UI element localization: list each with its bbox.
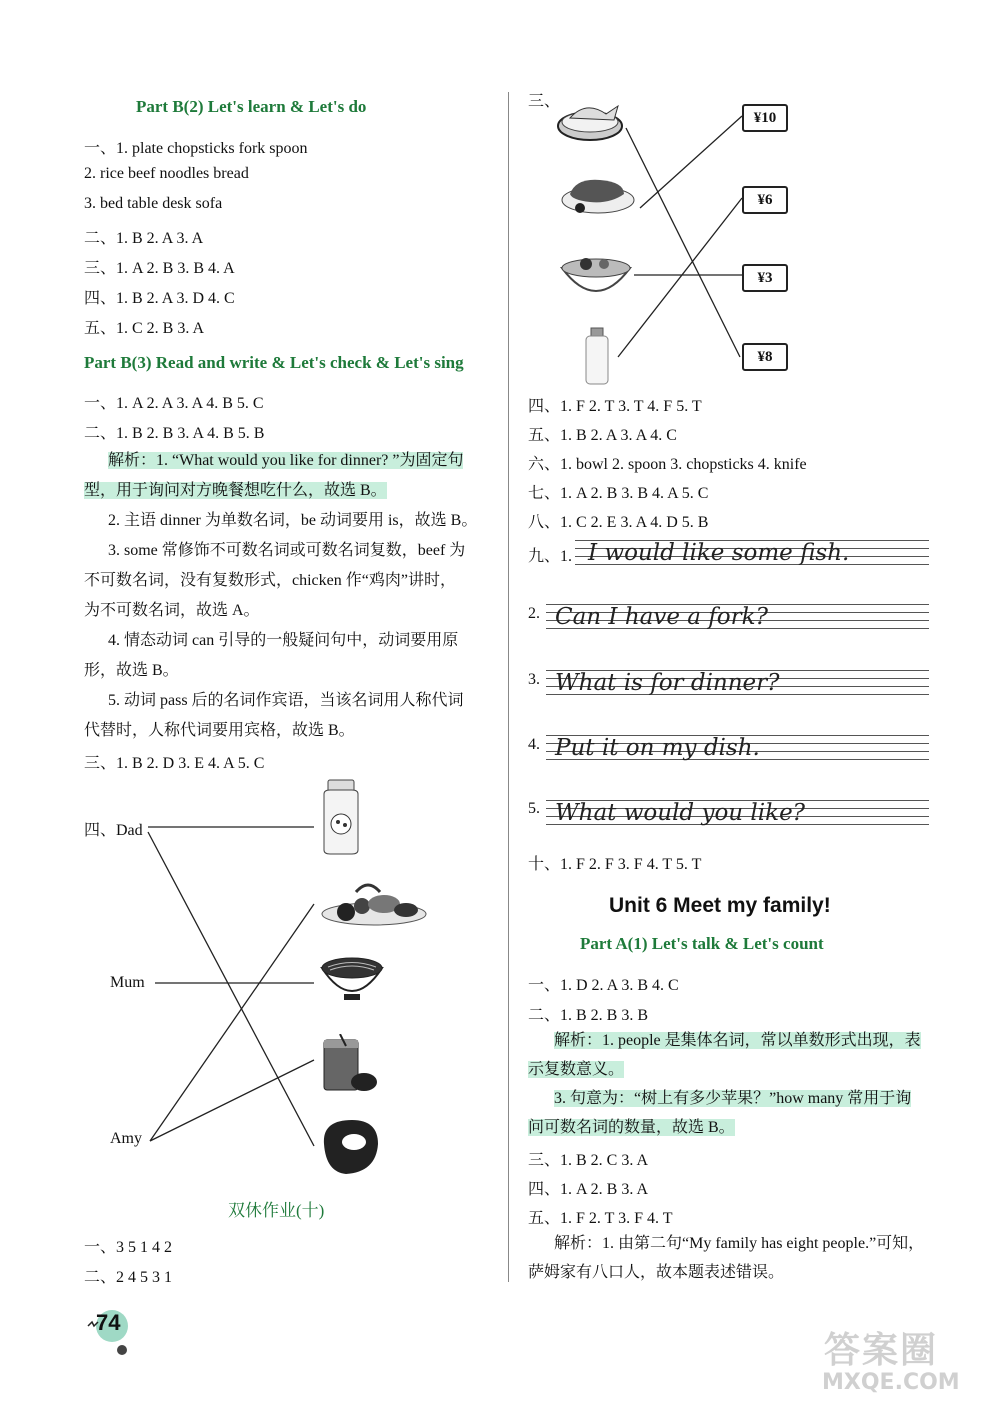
question-number: 3. [528, 671, 540, 688]
explanation-line: 5. 动词 pass 后的名词作宾语，当该名词用人称代词 [108, 692, 464, 709]
explanation-line: 形，故选 B。 [84, 662, 179, 679]
vegetables-icon [318, 876, 430, 928]
matching-lines-left [0, 0, 508, 1200]
answer-line: 四、1. A 2. B 3. A [528, 1181, 649, 1198]
explanation-line: 解析：1. “What would you like for dinner? ”为固定句 [108, 452, 464, 469]
handwritten-answer: I would like some fish. [588, 540, 850, 566]
match-label-dad: 四、Dad [84, 822, 143, 839]
part-b3-title: Part B(3) Read and write & Let's check & Let's sing [84, 353, 464, 372]
explanation-line: 2. 主语 dinner 为单数名词，be 动词要用 is，故选 B。 [108, 512, 478, 529]
milk-bottle-icon [318, 778, 364, 856]
question-number: 2. [528, 605, 540, 622]
column-divider [508, 92, 509, 1282]
price-tag: ¥3 [742, 264, 788, 292]
explanation-line: 示复数意义。 [528, 1061, 625, 1078]
answer-line: 三、1. B 2. D 3. E 4. A 5. C [84, 755, 265, 772]
answer-line: 三、1. B 2. C 3. A [528, 1152, 649, 1169]
watermark-logo: 答案圈 [824, 1330, 939, 1371]
unit-title: Unit 6 Meet my family! [609, 894, 831, 917]
explanation-line: 型，用于询问对方晚餐想吃什么，故选 B。 [84, 482, 387, 499]
answer-line: 四、1. B 2. A 3. D 4. C [84, 290, 235, 307]
explanation-line: 萨姆家有八口人，故本题表述错误。 [528, 1264, 785, 1281]
answer-line: 十、1. F 2. F 3. F 4. T 5. T [528, 856, 702, 873]
price-tag: ¥8 [742, 343, 788, 371]
answer-line: 五、1. F 2. T 3. F 4. T [528, 1210, 673, 1227]
answer-line: 二、1. B 2. B 3. A 4. B 5. B [84, 425, 265, 442]
section-label: 九、1. [528, 548, 573, 565]
match-label-amy: Amy [110, 1130, 142, 1147]
explanation-line: 3. some 常修饰不可数名词或可数名词复数，beef 为 [108, 542, 466, 559]
question-number: 4. [528, 736, 540, 753]
weekend-homework-title: 双休作业(十) [228, 1201, 325, 1220]
explanation-line: 解析：1. 由第二句“My family has eight people.”可知， [554, 1235, 925, 1252]
explanation-line: 不可数名词，没有复数形式，chicken 作“鸡肉”讲时， [84, 572, 456, 589]
answer-line: 一、1. A 2. A 3. A 4. B 5. C [84, 395, 264, 412]
handwritten-answer: What would you like? [555, 800, 806, 826]
answer-line: 3. bed table desk sofa [84, 195, 223, 212]
price-tag: ¥6 [742, 186, 788, 214]
handwritten-answer: Put it on my dish. [555, 735, 760, 761]
part-b2-title: Part B(2) Let's learn & Let's do [136, 97, 367, 116]
handwritten-answer: Can I have a fork? [555, 604, 768, 630]
answer-line: 二、2 4 5 3 1 [84, 1269, 173, 1286]
answer-line: 二、1. B 2. A 3. A [84, 230, 204, 247]
answer-line: 六、1. bowl 2. spoon 3. chopsticks 4. knife [528, 456, 807, 473]
explanation-line: 解析：1. people 是集体名词，常以单数形式出现，表 [554, 1032, 921, 1049]
page-number: 74 [96, 1310, 121, 1335]
explanation-line: 3. 句意为：“树上有多少苹果？”how many 常用于询 [554, 1090, 912, 1107]
answer-line: 一、3 5 1 4 2 [84, 1239, 173, 1256]
matching-lines-right [600, 90, 750, 390]
answer-line: 五、1. B 2. A 3. A 4. C [528, 427, 677, 444]
watermark-text: MXQE.COM [822, 1370, 960, 1395]
question-number: 5. [528, 800, 540, 817]
noodle-bowl-icon [320, 954, 384, 1004]
explanation-line: 4. 情态动词 can 引导的一般疑问句中，动词要用原 [108, 632, 459, 649]
answer-line: 三、1. A 2. B 3. B 4. A [84, 260, 235, 277]
beef-steak-icon [318, 1114, 382, 1178]
answer-line: 七、1. A 2. B 3. B 4. A 5. C [528, 485, 709, 502]
explanation-line: 为不可数名词，故选 A。 [84, 602, 260, 619]
price-tag: ¥10 [742, 104, 788, 132]
answer-line: 五、1. C 2. B 3. A [84, 320, 205, 337]
answer-line: 四、1. F 2. T 3. T 4. F 5. T [528, 398, 702, 415]
answer-line: 八、1. C 2. E 3. A 4. D 5. B [528, 514, 709, 531]
answer-line: 二、1. B 2. B 3. B [528, 1007, 649, 1024]
explanation-line: 问可数名词的数量，故选 B。 [528, 1119, 735, 1136]
answer-line: 2. rice beef noodles bread [84, 165, 249, 182]
explanation-line: 代替时，人称代词要用宾格，故选 B。 [84, 722, 355, 739]
juice-glass-icon [320, 1034, 380, 1096]
match-label-mum: Mum [110, 974, 145, 991]
answer-line: 一、1. D 2. A 3. B 4. C [528, 977, 679, 994]
section-label: 三、 [528, 93, 561, 110]
part-a1-title: Part A(1) Let's talk & Let's count [580, 934, 824, 953]
handwritten-answer: What is for dinner? [555, 670, 780, 696]
answer-line: 一、1. plate chopsticks fork spoon [84, 140, 308, 157]
